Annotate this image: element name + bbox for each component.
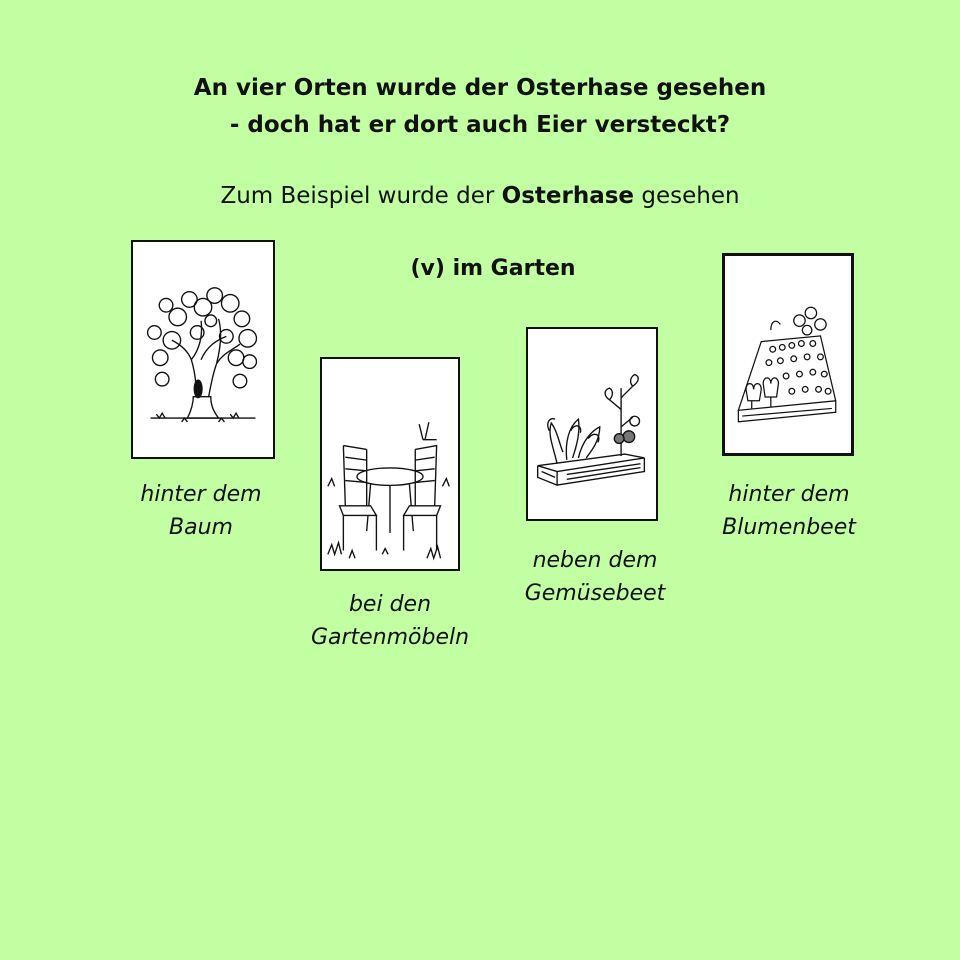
intro-sentence	[0, 180, 960, 212]
page-title	[0, 70, 960, 144]
caption-vegetable-bed-line-1: neben dem	[532, 548, 658, 573]
title-line-1: An vier Orten wurde der Osterhase gesehen	[193, 75, 767, 101]
title-line-2: - doch hat er dort auch Eier versteckt?	[229, 112, 731, 138]
caption-flower-bed	[699, 478, 879, 544]
caption-tree	[111, 478, 291, 544]
tree-icon	[133, 242, 273, 457]
flower-bed-icon	[725, 256, 851, 453]
caption-garden-furniture	[300, 588, 480, 654]
caption-tree-line-2: Baum	[169, 515, 233, 540]
example-answer: (v) im Garten	[410, 256, 576, 281]
location-card-flower-bed	[722, 253, 854, 456]
intro-text-before: Zum Beispiel wurde der	[220, 183, 502, 209]
caption-vegetable-bed	[505, 544, 685, 610]
garden-furniture-icon	[322, 359, 458, 569]
location-card-tree	[131, 240, 275, 459]
vegetable-bed-icon	[528, 329, 656, 519]
caption-vegetable-bed-line-2: Gemüsebeet	[524, 581, 666, 606]
location-card-vegetable-bed	[526, 327, 658, 521]
caption-flower-bed-line-1: hinter dem	[728, 482, 850, 507]
intro-text-after: gesehen	[634, 183, 740, 209]
location-card-garden-furniture	[320, 357, 460, 571]
caption-tree-line-1: hinter dem	[140, 482, 262, 507]
intro-text-bold: Osterhase	[501, 183, 635, 209]
caption-garden-furniture-line-2: Gartenmöbeln	[310, 625, 470, 650]
caption-flower-bed-line-2: Blumenbeet	[722, 515, 856, 540]
caption-garden-furniture-line-1: bei den	[348, 592, 432, 617]
